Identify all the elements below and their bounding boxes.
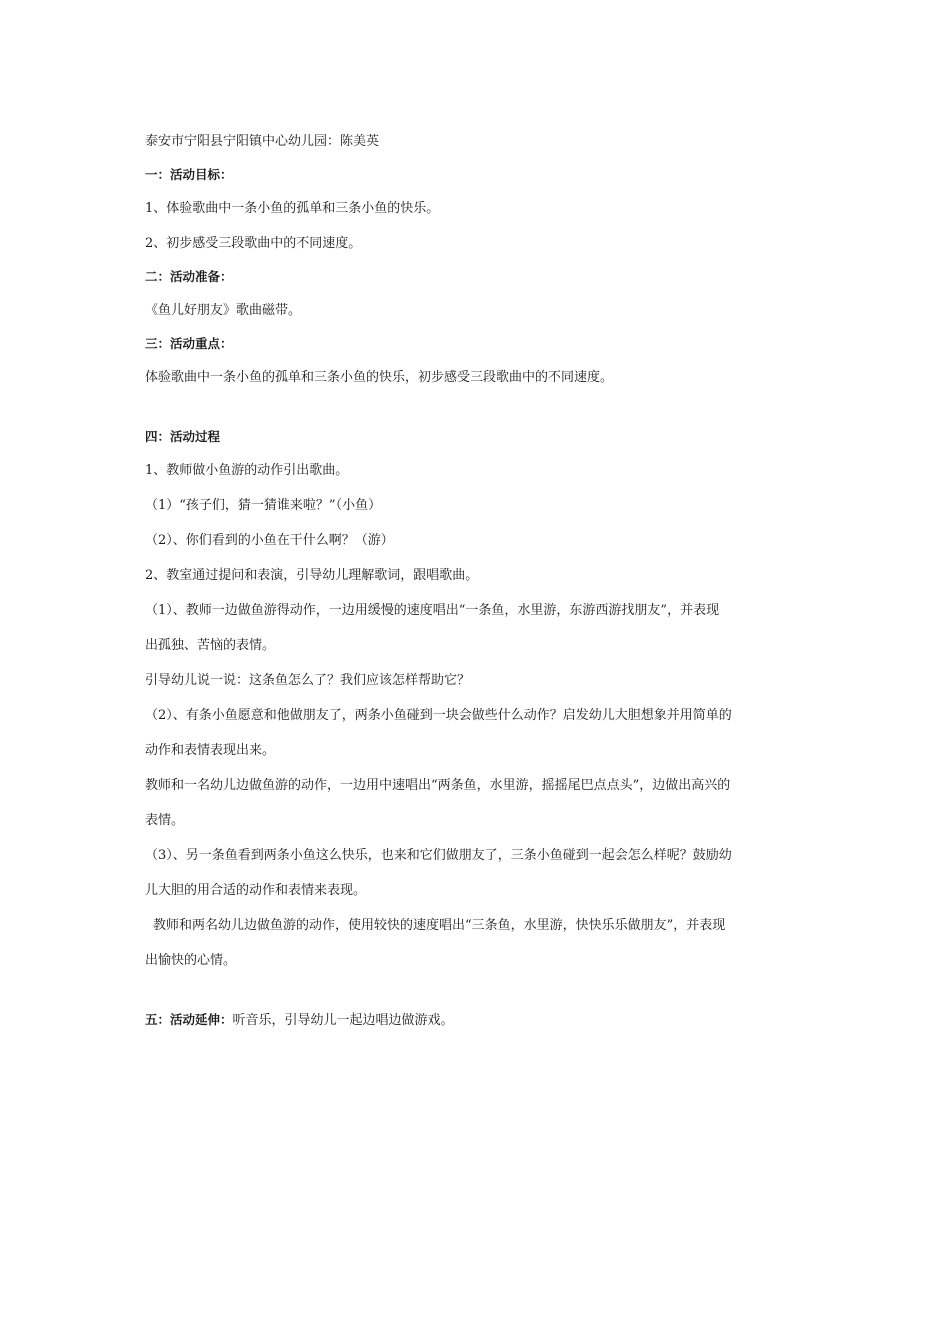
process-step-2-3-line-a: （3）、另一条鱼看到两条小鱼这么快乐，也来和它们做朋友了，三条小鱼碰到一起会怎么样呢？鼓励幼 (145, 848, 732, 863)
process-step-2-2-line-b: 动作和表情表现出来。 (145, 743, 276, 758)
process-step-1-1: （1）“孩子们，猜一猜谁来啦？”（小鱼） (145, 498, 382, 513)
author-line: 泰安市宁阳县宁阳镇中心幼儿园：陈美英 (145, 134, 380, 149)
section-heading-extension: 五：活动延伸： (145, 1012, 233, 1027)
process-step-1-2: （2）、你们看到的小鱼在干什么啊？（游） (145, 533, 394, 548)
process-step-2-3-line-c: 教师和两名幼儿边做鱼游的动作，使用较快的速度唱出“三条鱼，水里游，快快乐乐做朋友”，并表现 (153, 918, 726, 933)
section-heading-focus: 三：活动重点： (145, 336, 233, 351)
spacer (145, 978, 810, 1004)
section-heading-preparation: 二：活动准备： (145, 269, 233, 284)
process-step-2-1-line-a: （1）、教师一边做鱼游得动作，一边用缓慢的速度唱出“一条鱼，水里游，东游西游找朋友”，并表现 (145, 603, 720, 618)
goal-item-1: 1、体验歌曲中一条小鱼的孤单和三条小鱼的快乐。 (145, 201, 440, 216)
preparation-text: 《鱼儿好朋友》歌曲磁带。 (145, 303, 302, 318)
focus-text: 体验歌曲中一条小鱼的孤单和三条小鱼的快乐，初步感受三段歌曲中的不同速度。 (145, 370, 614, 385)
process-step-2: 2、教室通过提问和表演，引导幼儿理解歌词，跟唱歌曲。 (145, 568, 479, 583)
spacer (145, 395, 810, 421)
document-page (145, 124, 810, 1036)
process-step-2-1-line-b: 出孤独、苦恼的表情。 (145, 638, 276, 653)
process-step-2-3-line-b: 儿大胆的用合适的动作和表情来表现。 (145, 883, 367, 898)
section-heading-process: 四：活动过程 (145, 429, 221, 444)
process-step-2-2-line-d: 表情。 (145, 813, 185, 828)
extension-text: 听音乐，引导幼儿一起边唱边做游戏。 (232, 1013, 454, 1028)
process-step-1: 1、教师做小鱼游的动作引出歌曲。 (145, 463, 349, 478)
process-step-2-1-line-c: 引导幼儿说一说：这条鱼怎么了？我们应该怎样帮助它？ (145, 673, 471, 688)
process-step-2-2-line-c: 教师和一名幼儿边做鱼游的动作，一边用中速唱出“两条鱼，水里游，摇摇尾巴点点头”，边做出高兴的 (145, 778, 731, 793)
goal-item-2: 2、初步感受三段歌曲中的不同速度。 (145, 236, 362, 251)
process-step-2-2-line-a: （2）、有条小鱼愿意和他做朋友了，两条小鱼碰到一块会做些什么动作？启发幼儿大胆想象并用简单的 (145, 708, 732, 723)
process-step-2-3-line-d: 出愉快的心情。 (145, 953, 237, 968)
section-heading-goals: 一：活动目标： (145, 167, 233, 182)
section-extension (145, 1004, 810, 1036)
